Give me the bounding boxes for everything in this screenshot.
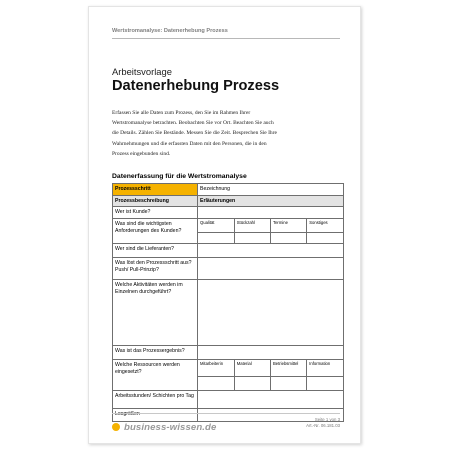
prozessschritt-label: Prozessschritt: [113, 184, 198, 196]
answer-mitarbeiterin[interactable]: [198, 376, 234, 390]
col-betriebsmittel: Betriebsmittel: [271, 360, 307, 376]
table-row: [113, 346, 344, 360]
table-row: [113, 184, 344, 196]
question-aktivitaeten: Welche Aktivitäten werden im Einzelnen durchgeführt?: [113, 280, 198, 346]
ressourcen-grid: [198, 360, 344, 391]
question-losgroessen: Losgrößen: [113, 409, 198, 422]
answer-arbeitsstunden[interactable]: [198, 391, 344, 409]
table-row: [113, 195, 344, 207]
question-kunde: Wer ist Kunde?: [113, 207, 198, 219]
question-ausloeser: Was löst den Prozessschritt aus? Push/ Pull-Prinzip?: [113, 258, 198, 280]
document-title: Datenerhebung Prozess: [112, 78, 280, 94]
document-kicker: Arbeitsvorlage: [112, 66, 172, 77]
question-lieferanten: Wer sind die Lieferanten?: [113, 244, 198, 258]
table-row: [113, 244, 344, 258]
page-info: [306, 417, 340, 429]
logo-text: business-wissen.de: [124, 421, 217, 433]
article-number: Art.-Nr. 06.181.03: [306, 423, 340, 428]
page-number: Seite 1 von 3: [314, 417, 340, 422]
intro-line: Wertstromanalyse betrachten. Beobachten Sie vor Ort. Beachten Sie auch: [112, 120, 274, 127]
ressourcen-subtable: [198, 360, 343, 390]
col-qualitaet: Qualität: [198, 219, 234, 232]
intro-line: die Details. Zählen Sie Bestände. Messen Sie die Zeit. Besprechen Sie Ihre: [112, 130, 277, 137]
header-divider: [112, 38, 340, 39]
answer-information[interactable]: [307, 376, 343, 390]
table-row: [113, 360, 344, 391]
document-page: [88, 6, 361, 444]
intro-line: Erfassen Sie alle Daten zum Prozess, den Sie im Rahmen Ihrer: [112, 110, 251, 116]
table-title: Datenerfassung für die Wertstromanalyse: [112, 173, 247, 180]
answer-qualitaet[interactable]: [198, 232, 234, 243]
erlaeuterungen-label: Erläuterungen: [198, 195, 344, 207]
answer-ausloeser[interactable]: [198, 258, 344, 280]
col-stueckzahl: Stückzahl: [234, 219, 270, 232]
anforderungen-grid: [198, 219, 344, 244]
data-collection-table: [112, 183, 344, 422]
logo-dot-icon: [112, 423, 120, 431]
intro-line: Prozess eingebunden sind.: [112, 150, 171, 157]
answer-betriebsmittel[interactable]: [271, 376, 307, 390]
intro-paragraph: [112, 108, 290, 159]
answer-ergebnis[interactable]: [198, 346, 344, 360]
running-header: Wertstromanalyse: Datenerhebung Prozess: [112, 28, 228, 34]
table-row: [113, 391, 344, 409]
col-material: Material: [234, 360, 270, 376]
answer-stueckzahl[interactable]: [234, 232, 270, 243]
answer-sonstiges[interactable]: [307, 232, 343, 243]
col-information: Information: [309, 361, 331, 366]
question-arbeitsstunden: Arbeitsstunden/ Schichten pro Tag: [113, 391, 198, 409]
table-row: [113, 207, 344, 219]
table-row: [113, 258, 344, 280]
answer-termine[interactable]: [271, 232, 307, 243]
table-row: [113, 280, 344, 346]
anforderungen-subtable: [198, 219, 343, 243]
col-sonstiges: Sonstiges: [309, 220, 328, 225]
table-row: [113, 219, 344, 244]
col-mitarbeiterin: Mitarbeiterin: [198, 360, 234, 376]
question-ergebnis: Was ist das Prozessergebnis?: [113, 346, 198, 360]
intro-line: Wahrnehmungen und die erfassten Daten mit den Personen, die in den: [112, 140, 267, 147]
question-anforderungen: Was sind die wichtigsten Anforderungen des Kunden?: [113, 219, 198, 244]
answer-material[interactable]: [234, 376, 270, 390]
bezeichnung-field[interactable]: Bezeichnung: [198, 184, 344, 196]
footer-divider: [112, 413, 340, 414]
answer-kunde[interactable]: [198, 207, 344, 219]
answer-lieferanten[interactable]: [198, 244, 344, 258]
business-wissen-logo: [112, 421, 216, 433]
answer-aktivitaeten[interactable]: [198, 280, 344, 346]
prozessbeschreibung-label: Prozessbeschreibung: [113, 195, 198, 207]
question-ressourcen: Welche Ressourcen werden eingesetzt?: [113, 360, 198, 391]
col-termine: Termine: [271, 219, 307, 232]
